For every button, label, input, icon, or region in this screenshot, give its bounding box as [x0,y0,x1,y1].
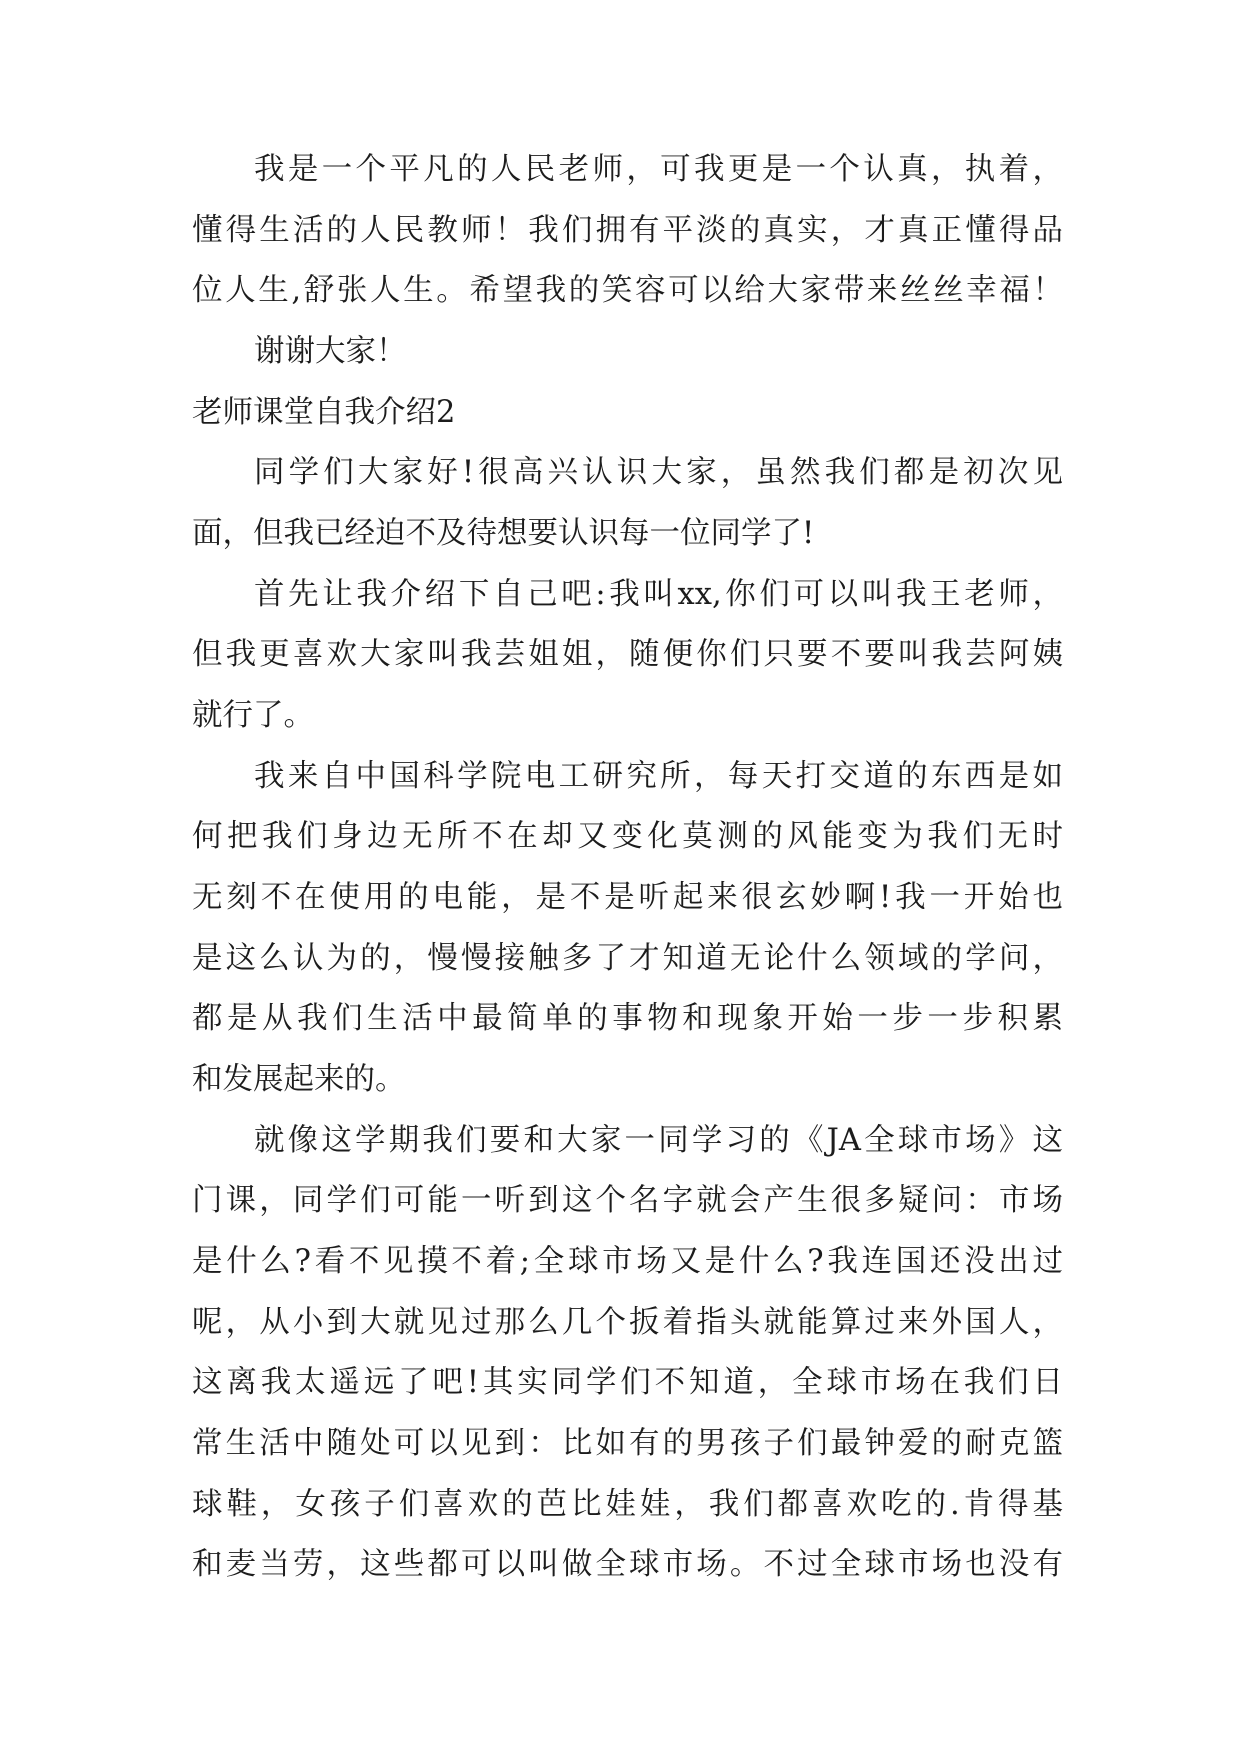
paragraph-line: 但我更喜欢大家叫我芸姐姐，随便你们只要不要叫我芸阿姨 [192,637,1063,672]
paragraph-line: 是这么认为的，慢慢接触多了才知道无论什么领域的学问， [192,941,1063,976]
paragraph-line: 位人生,舒张人生。希望我的笑容可以给大家带来丝丝幸福！ [192,273,1063,308]
paragraph-line: 无刻不在使用的电能，是不是听起来很玄妙啊!我一开始也 [192,880,1063,915]
section-heading: 老师课堂自我介绍2 [192,395,456,430]
paragraph-line: 懂得生活的人民教师！我们拥有平淡的真实，才真正懂得品 [192,213,1063,248]
paragraph-line: 就行了。 [192,698,314,733]
paragraph-line: 常生活中随处可以见到：比如有的男孩子们最钟爱的耐克篮 [192,1426,1063,1461]
paragraph-line: 同学们大家好!很高兴认识大家，虽然我们都是初次见 [254,455,1063,490]
paragraph-line: 呢，从小到大就见过那么几个扳着指头就能算过来外国人， [192,1305,1063,1340]
paragraph-line: 谢谢大家！ [254,334,407,369]
paragraph-line: 这离我太遥远了吧!其实同学们不知道，全球市场在我们日 [192,1365,1063,1400]
paragraph-line: 就像这学期我们要和大家一同学习的《JA全球市场》这 [254,1123,1063,1158]
paragraph-line: 何把我们身边无所不在却又变化莫测的风能变为我们无时 [192,819,1063,854]
paragraph-line: 首先让我介绍下自己吧:我叫xx,你们可以叫我王老师， [254,577,1063,612]
paragraph-line: 我是一个平凡的人民老师，可我更是一个认真，执着， [254,152,1063,187]
paragraph-line: 都是从我们生活中最简单的事物和现象开始一步一步积累 [192,1001,1063,1036]
paragraph-line: 和麦当劳，这些都可以叫做全球市场。不过全球市场也没有 [192,1547,1063,1582]
paragraph-line: 面，但我已经迫不及待想要认识每一位同学了! [192,516,815,551]
paragraph-line: 和发展起来的。 [192,1062,406,1097]
paragraph-line: 球鞋，女孩子们喜欢的芭比娃娃，我们都喜欢吃的.肯得基 [192,1487,1063,1522]
paragraph-line: 我来自中国科学院电工研究所，每天打交道的东西是如 [254,759,1063,794]
paragraph-line: 门课，同学们可能一听到这个名字就会产生很多疑问：市场 [192,1183,1063,1218]
paragraph-line: 是什么?看不见摸不着;全球市场又是什么?我连国还没出过 [192,1244,1063,1279]
